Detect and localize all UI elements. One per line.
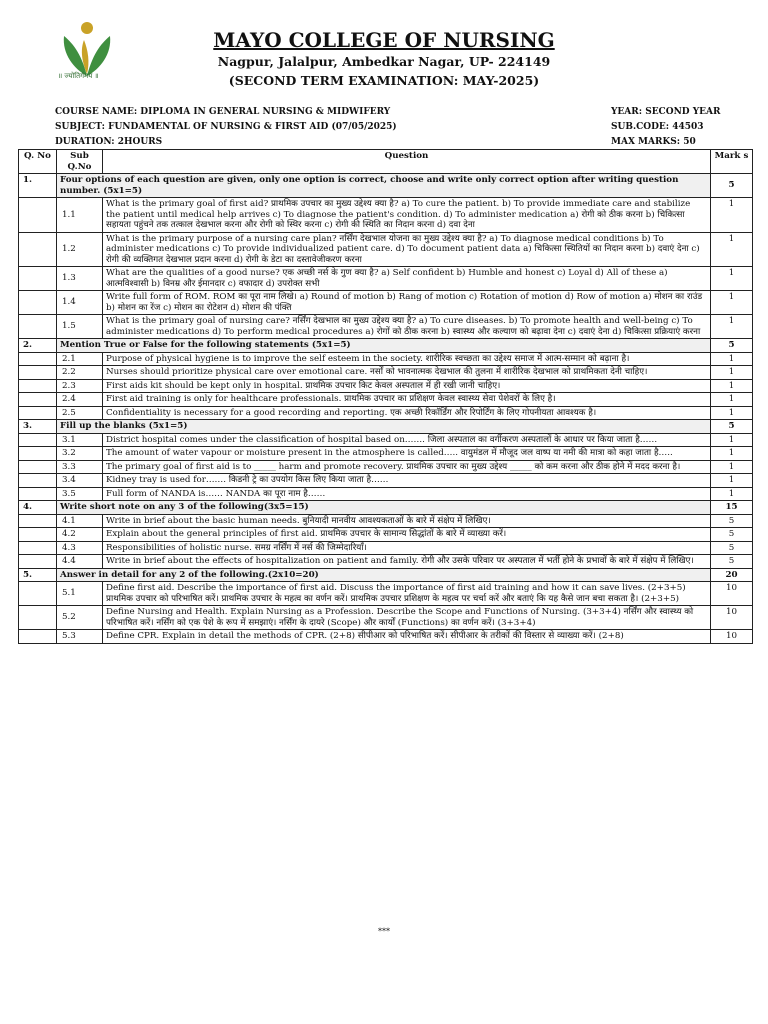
question-text: Full form of NANDA is…… NANDA का पूरा नाम है…… [103,487,711,501]
section-marks: 5 [711,420,753,434]
empty-cell [19,291,57,315]
subject: SUBJECT: FUNDAMENTAL OF NURSING & FIRST AID (07/05/2025) [55,122,397,132]
question-marks: 1 [711,460,753,474]
question-text: Nurses should prioritize physical care over emotional care. नर्सों को भावनात्मक देखभाल की तुलना में शारीरिक देखभाल को प्राथमिकता देनी चाहिए। [103,366,711,380]
section-title: Answer in detail for any 2 of the following.(2x10=20) [57,568,711,582]
sub-question-number: 4.3 [57,541,103,555]
question-marks: 1 [711,198,753,233]
sub-question-number: 3.4 [57,474,103,488]
question-text: Write in brief about the basic human needs. बुनियादी मानवीय आवश्यकताओं के बारे में संक्षेप में लिखिए। [103,514,711,528]
question-row [19,366,753,380]
sub-code: SUB.CODE: 44503 [611,122,704,132]
empty-cell [19,352,57,366]
question-row [19,267,753,291]
question-marks: 10 [711,606,753,630]
question-row [19,514,753,528]
question-row [19,433,753,447]
empty-cell [19,379,57,393]
question-row [19,352,753,366]
question-row [19,379,753,393]
empty-cell [19,606,57,630]
sub-question-number: 2.2 [57,366,103,380]
question-row [19,474,753,488]
logo-caption: ॥ ज्योतिर्गमय ॥ [58,72,99,80]
sub-question-number: 1.1 [57,198,103,233]
question-text: Responsibilities of holistic nurse. समग्र नर्सिंग में नर्स की जिम्मेदारियाँ। [103,541,711,555]
header-subqno: Sub Q.No [57,150,103,174]
empty-cell [19,433,57,447]
question-table [18,149,753,644]
question-row [19,528,753,542]
exam-title: (SECOND TERM EXAMINATION: MAY-2025) [228,73,540,88]
empty-cell [19,555,57,569]
sub-question-number: 1.3 [57,267,103,291]
section-row [19,568,753,582]
section-number: 5. [19,568,57,582]
question-text: What is the primary goal of nursing care? नर्सिंग देखभाल का मुख्य उद्देश्य क्या है? a) To cure diseases. b) To promote health and well-being c) To administer medications d) To perform medical procedures a) रोगों को ठीक करना b) स्वास्थ्य और कल्याण को बढ़ावा देना c) दवाएं देना d) चिकित्सा प्रक्रियाएं करना [103,315,711,339]
sub-question-number: 3.1 [57,433,103,447]
section-number: 4. [19,501,57,515]
empty-cell [19,198,57,233]
question-row [19,198,753,233]
sub-question-number: 3.2 [57,447,103,461]
question-marks: 1 [711,267,753,291]
question-marks: 5 [711,514,753,528]
question-text: Purpose of physical hygiene is to improve the self esteem in the society. शारीरिक स्वच्छता का उद्देश्य समाज में आत्म-सम्मान को बढ़ाना है। [103,352,711,366]
sub-question-number: 4.2 [57,528,103,542]
empty-cell [19,582,57,606]
table-header-row [19,150,753,174]
question-row [19,487,753,501]
section-marks: 5 [711,174,753,198]
question-text: Confidentiality is necessary for a good recording and reporting. एक अच्छी रिकॉर्डिंग और रिपोर्टिंग के लिए गोपनीयता आवश्यक है। [103,406,711,420]
college-name: MAYO COLLEGE OF NURSING [213,28,555,52]
question-row [19,393,753,407]
question-marks: 5 [711,528,753,542]
question-row [19,630,753,644]
sub-question-number: 4.1 [57,514,103,528]
question-text: What is the primary purpose of a nursing care plan? नर्सिंग देखभाल योजना का मुख्य उद्देश्य क्या है? a) To diagnose medical conditions b) To administer medications c) To provide individualized patient care. d) To document patient data a) चिकित्सा स्थितियों का निदान करना b) दवाएं देना c) रोगी की व्यक्तिगत देखभाल प्रदान करना d) रोगी के डेटा का दस्तावेजीकरण करना [103,232,711,267]
empty-cell [19,460,57,474]
question-marks: 1 [711,447,753,461]
question-row [19,555,753,569]
sub-question-number: 4.4 [57,555,103,569]
question-row [19,606,753,630]
section-row [19,174,753,198]
question-text: Write in brief about the effects of hospitalization on patient and family. रोगी और उसके परिवार पर अस्पताल में भर्ती होने के प्रभावों के बारे में संक्षेप में लिखिए। [103,555,711,569]
question-marks: 1 [711,433,753,447]
question-text: The primary goal of first aid is to _____ harm and promote recovery. प्राथमिक उपचार का मुख्य उद्देश्य _____ को कम करना और ठीक होने में मदद करना है। [103,460,711,474]
question-marks: 5 [711,541,753,555]
empty-cell [19,406,57,420]
question-row [19,541,753,555]
question-text: First aids kit should be kept only in hospital. प्राथमिक उपचार किट केवल अस्पताल में ही रखी जानी चाहिए। [103,379,711,393]
header-question: Question [103,150,711,174]
section-number: 2. [19,339,57,353]
empty-cell [19,514,57,528]
question-text: Define Nursing and Health. Explain Nursing as a Profession. Describe the Scope and Functions of Nursing. (3+3+4) नर्सिंग और स्वास्थ्य को परिभाषित करें। नर्सिंग को एक पेशे के रूप में समझाएं। नर्सिंग के दायरे (Scope) और कार्यों (Functions) का वर्णन करें। (3+3+4) [103,606,711,630]
end-marker: *** [378,927,390,936]
question-text: Write full form of ROM. ROM का पूरा नाम लिखे। a) Round of motion b) Rang of motion c) Rotation of motion d) Row of motion a) मोशन का राउंड b) मोशन का रेंज c) मोशन का रोटेशन d) मोशन की पंक्ति [103,291,711,315]
question-row [19,582,753,606]
question-text: First aid training is only for healthcare professionals. प्राथमिक उपचार का प्रशिक्षण केवल स्वास्थ्य सेवा पेशेवरों के लिए है। [103,393,711,407]
section-number: 3. [19,420,57,434]
question-text: What is the primary goal of first aid? प्राथमिक उपचार का मुख्य उद्देश्य क्या है? a) To cure the patient. b) To provide immediate care and stabilize the patient until medical help arrives c) To diagnose the patient's condition. d) To administer medication a) रोगी को ठीक करना b) चिकित्सा सहायता पहुंचने तक तत्काल देखभाल करना और रोगी को स्थिर करना c) रोगी की स्थिति का निदान करना d) दवा देना [103,198,711,233]
empty-cell [19,487,57,501]
section-row [19,501,753,515]
header-marks: Mark s [711,150,753,174]
question-marks: 1 [711,379,753,393]
question-marks: 1 [711,315,753,339]
section-marks: 5 [711,339,753,353]
section-title: Write short note on any 3 of the following(3x5=15) [57,501,711,515]
section-marks: 20 [711,568,753,582]
empty-cell [19,366,57,380]
year: YEAR: SECOND YEAR [611,107,721,117]
table-body [19,174,753,644]
section-number: 1. [19,174,57,198]
sub-question-number: 2.3 [57,379,103,393]
empty-cell [19,393,57,407]
sub-question-number: 3.3 [57,460,103,474]
duration: DURATION: 2HOURS [55,137,163,147]
question-text: The amount of water vapour or moisture present in the atmosphere is called….. वायुमंडल में मौजूद जल वाष्प या नमी की मात्रा को कहा जाता है….. [103,447,711,461]
section-row [19,420,753,434]
question-marks: 10 [711,582,753,606]
header-qno: Q. No [19,150,57,174]
question-row [19,406,753,420]
question-marks: 1 [711,232,753,267]
empty-cell [19,267,57,291]
question-text: Explain about the general principles of first aid. प्राथमिक उपचार के सामान्य सिद्धांतों के बारे में व्याख्या करें। [103,528,711,542]
sub-question-number: 3.5 [57,487,103,501]
sub-question-number: 2.4 [57,393,103,407]
empty-cell [19,232,57,267]
question-text: Define first aid. Describe the importance of first aid. Discuss the importance of first aid training and how it can save lives. (2+3+5) प्राथमिक उपचार को परिभाषित करें। प्राथमिक उपचार के महत्व का वर्णन करें। प्राथमिक उपचार प्रशिक्षण के महत्व पर चर्चा करें और बताएं कि यह कैसे जान बचा सकता है। (2+3+5) [103,582,711,606]
question-row [19,315,753,339]
question-marks: 1 [711,352,753,366]
sub-question-number: 2.1 [57,352,103,366]
question-row [19,291,753,315]
section-row [19,339,753,353]
section-title: Mention True or False for the following statements (5x1=5) [57,339,711,353]
empty-cell [19,528,57,542]
question-row [19,460,753,474]
question-text: What are the qualities of a good nurse? एक अच्छी नर्स के गुण क्या है? a) Self confident b) Humble and honest c) Loyal d) All of these a) आत्मविश्वासी b) विनम्र और ईमानदार c) वफादार d) उपरोक्त सभी [103,267,711,291]
sub-question-number: 1.5 [57,315,103,339]
empty-cell [19,541,57,555]
empty-cell [19,474,57,488]
question-marks: 1 [711,291,753,315]
section-title: Fill up the blanks (5x1=5) [57,420,711,434]
course-name: COURSE NAME: DIPLOMA IN GENERAL NURSING & MIDWIFERY [55,107,391,117]
question-marks: 1 [711,406,753,420]
empty-cell [19,447,57,461]
question-marks: 1 [711,393,753,407]
question-text: District hospital comes under the classification of hospital based on……. जिला अस्पताल का वर्गीकरण अस्पतालों के आधार पर किया जाता है…… [103,433,711,447]
sub-question-number: 1.2 [57,232,103,267]
sub-question-number: 1.4 [57,291,103,315]
question-marks: 1 [711,487,753,501]
question-marks: 1 [711,366,753,380]
question-text: Define CPR. Explain in detail the methods of CPR. (2+8) सीपीआर को परिभाषित करें। सीपीआर के तरीकों की विस्तार से व्याख्या करें। (2+8) [103,630,711,644]
empty-cell [19,630,57,644]
sub-question-number: 5.3 [57,630,103,644]
section-marks: 15 [711,501,753,515]
question-marks: 1 [711,474,753,488]
sub-question-number: 5.2 [57,606,103,630]
question-row [19,232,753,267]
college-address: Nagpur, Jalalpur, Ambedkar Nagar, UP- 224149 [217,54,551,69]
question-marks: 10 [711,630,753,644]
section-title: Four options of each question are given, only one option is correct, choose and write only correct option after writing question number. (5x1=5) [57,174,711,198]
sub-question-number: 5.1 [57,582,103,606]
question-text: Kidney tray is used for……. किडनी ट्रे का उपयोग किस लिए किया जाता है…… [103,474,711,488]
question-row [19,447,753,461]
empty-cell [19,315,57,339]
question-marks: 5 [711,555,753,569]
max-marks: MAX MARKS: 50 [611,137,696,147]
sub-question-number: 2.5 [57,406,103,420]
